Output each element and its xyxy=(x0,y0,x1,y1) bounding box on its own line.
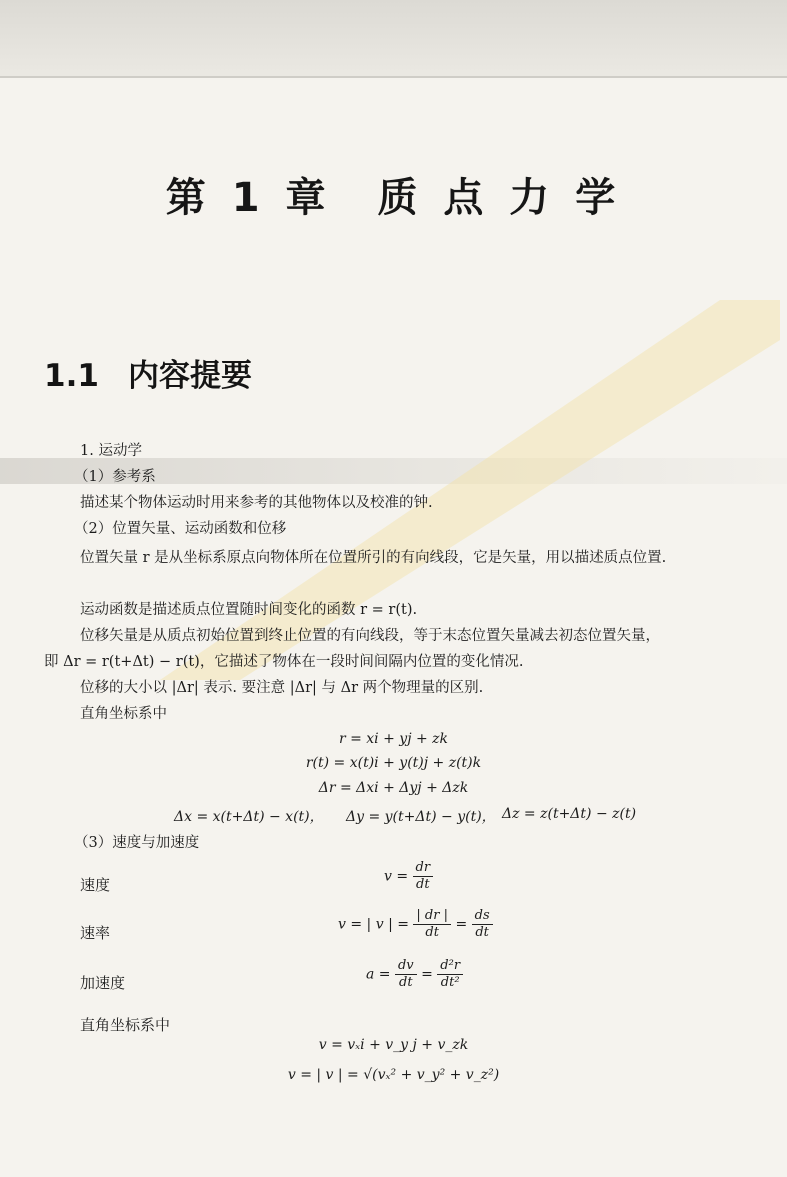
velocity-denominator: dt xyxy=(416,877,430,892)
velocity-fraction xyxy=(413,860,434,893)
label-velocity: 速度 xyxy=(80,876,111,894)
section-heading xyxy=(44,350,252,395)
speed-denominator-2: dt xyxy=(475,925,489,940)
equation-r: r = xi + yj + zk xyxy=(338,731,449,747)
velocity-lhs: v = xyxy=(384,868,409,885)
speed-equals: = xyxy=(455,916,468,933)
speed-numerator-2: ds xyxy=(472,908,493,925)
accel-denominator-2: dt² xyxy=(440,975,460,990)
accel-numerator-2: d²r xyxy=(437,958,463,975)
diagonal-watermark-stripe xyxy=(160,300,780,680)
equation-delta-y: Δy = y(t+Δt) − y(t)， xyxy=(346,809,496,825)
para-displacement-2: 即 Δr = r(t+Δt) − r(t)，它描述了物体在一段时间间隔内位置的变化情况. xyxy=(44,654,524,670)
speed-lhs: v = | v | = xyxy=(338,916,409,933)
para-reference-frame: 描述某个物体运动时用来参考的其他物体以及校准的钟. xyxy=(80,495,433,511)
accel-denominator-1: dt xyxy=(399,975,413,990)
accel-equals: = xyxy=(421,966,433,983)
speed-fraction-1 xyxy=(413,908,451,941)
accel-fraction-1 xyxy=(395,958,417,991)
para-magnitude: 位移的大小以 |Δr| 表示. 要注意 |Δr| 与 Δr 两个物理量的区别. xyxy=(80,680,484,696)
equation-delta-x: Δx = x(t+Δt) − x(t)， xyxy=(174,809,324,825)
equation-velocity xyxy=(384,860,433,893)
speed-denominator-1: dt xyxy=(425,925,439,940)
label-cartesian-2: 直角坐标系中 xyxy=(80,1016,171,1034)
top-bleed-band xyxy=(0,0,787,78)
accel-lhs: a = xyxy=(366,966,391,983)
equation-delta-r: Δr = Δxi + Δyj + Δzk xyxy=(318,780,469,796)
heading-velocity: （3）速度与加速度 xyxy=(74,835,200,851)
equation-speed-magnitude: v = | v | = √(vₓ² + v_y² + v_z²) xyxy=(287,1067,500,1083)
label-acceleration: 加速度 xyxy=(80,974,126,992)
heading-kinematics: 1. 运动学 xyxy=(80,443,142,459)
equation-velocity-components: v = vₓi + v_y j + v_zk xyxy=(318,1037,469,1053)
chapter-title: 第 1 章 质 点 力 学 xyxy=(165,175,622,221)
para-motion-function: 运动函数是描述质点位置随时间变化的函数 r = r(t). xyxy=(80,602,418,618)
speed-fraction-2 xyxy=(472,908,493,941)
accel-fraction-2 xyxy=(437,958,463,991)
accel-numerator-1: dv xyxy=(395,958,417,975)
equation-delta-z: Δz = z(t+Δt) − z(t) xyxy=(502,806,637,822)
speed-numerator-1: | dr | xyxy=(413,908,451,925)
equation-r-t: r(t) = x(t)i + y(t)j + z(t)k xyxy=(305,755,482,771)
velocity-numerator: dr xyxy=(413,860,434,877)
section-number: 1.1 xyxy=(44,358,99,394)
para-displacement-1: 位移矢量是从质点初始位置到终止位置的有向线段，等于末态位置矢量减去初态位置矢量， xyxy=(80,628,660,644)
section-title: 内容提要 xyxy=(128,358,252,394)
para-position-vector: 位置矢量 r 是从坐标系原点向物体所在位置所引的有向线段，它是矢量，用以描述质点位置. xyxy=(80,550,667,566)
equation-acceleration xyxy=(366,958,463,991)
para-cartesian: 直角坐标系中 xyxy=(80,706,167,722)
label-speed: 速率 xyxy=(80,924,111,942)
top-rule xyxy=(0,76,787,78)
equation-speed xyxy=(338,908,493,941)
heading-reference-frame: （1）参考系 xyxy=(74,469,156,485)
heading-position: （2）位置矢量、运动函数和位移 xyxy=(74,521,287,537)
